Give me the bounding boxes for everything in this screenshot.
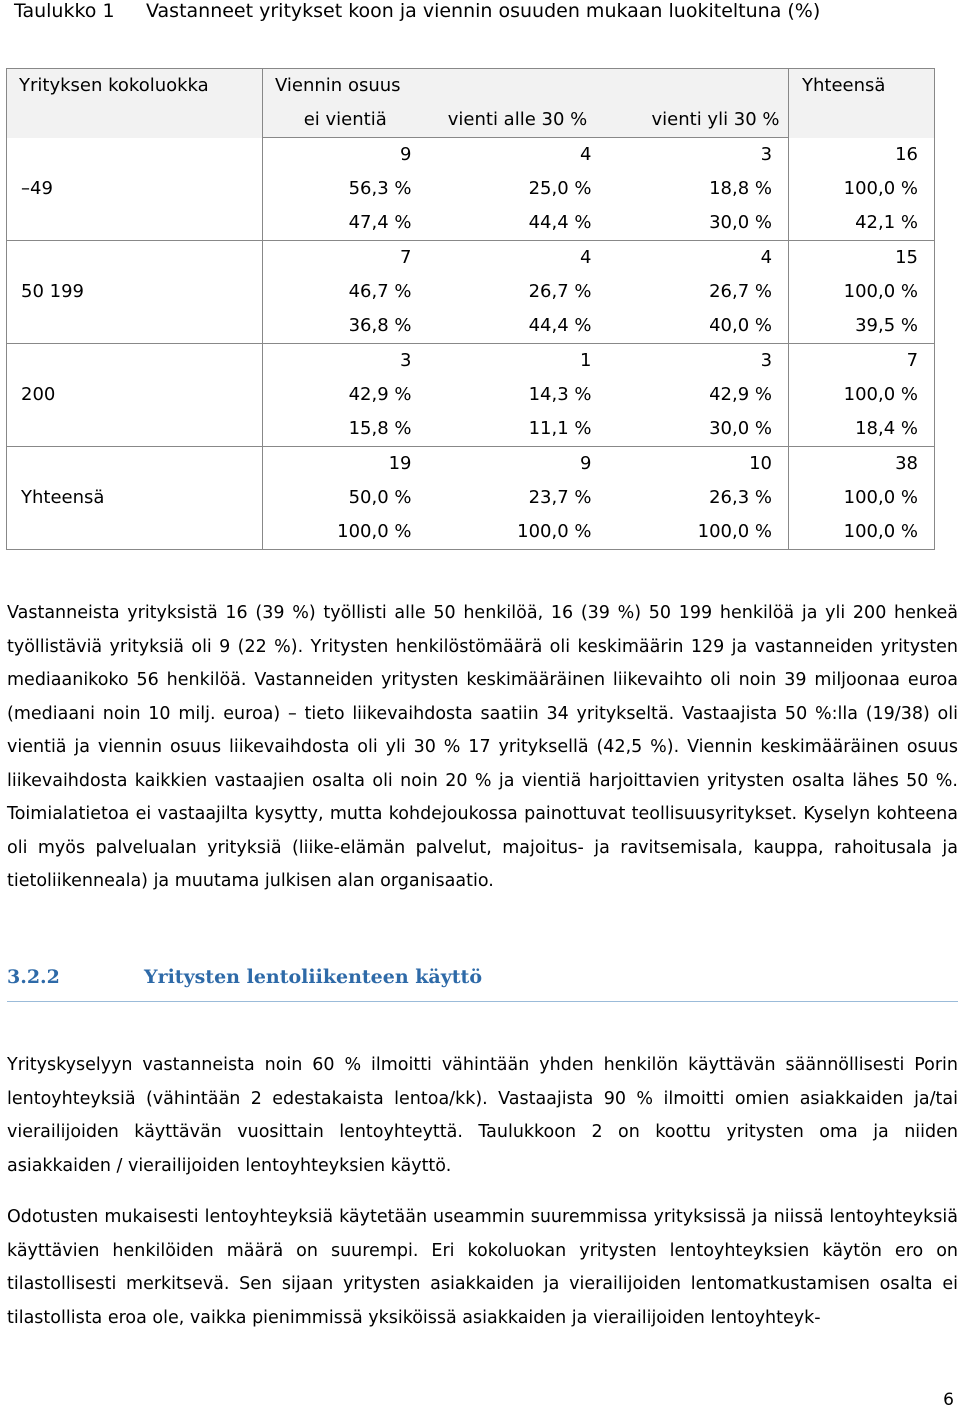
- table-cell: 42,9 %: [709, 384, 773, 405]
- section-divider: [7, 1001, 958, 1002]
- paragraph-flight-usage: Yrityskyselyyn vastanneista noin 60 % ilmoitti vähintään yhden henkilön käyttävän säännöllisesti Porin lentoyhteyksiä (vähintään 2 edestakaista lentoa/kk). Vastaajista 90 % ilmoitti omien asiakkaiden ja/tai vierailijoiden käyttävän vuosittain lentoyhteyttä. Taulukkoon 2 on koottu yritysten oma ja niiden asiakkaiden / vierailijoiden lentoyhteyksien käyttö.: [7, 1055, 958, 1176]
- table-cell: 46,7 %: [348, 281, 412, 302]
- table-cell: 30,0 %: [608, 412, 789, 447]
- table-cell: 3: [760, 350, 773, 371]
- table-cell: 4: [760, 247, 773, 268]
- paragraph-company-size-difference: Odotusten mukaisesti lentoyhteyksiä käytetään useammin suuremmissa yrityksissä ja niissä lentoyhteyksiä käyttävien henkilöiden määrä on suurempi. Eri kokoluokan yritysten lentoyhteyksien käytön ero on tilastollisesti merkitsevä. Sen sijaan yritysten asiakkaiden ja vierailijoiden lentomatkustamisen osalta ei tilastollista eroa ole, vaikka pienimmissä yksiköissä asiakkaiden ja vierailijoiden lentoyhteyk-: [7, 1207, 958, 1328]
- table-cell: 30,0 %: [608, 206, 789, 241]
- table-cell: 47,4 %: [263, 206, 428, 241]
- table-cell: 38: [789, 447, 935, 482]
- paragraph-respondents: Vastanneista yrityksistä 16 (39 %) työllisti alle 50 henkilöä, 16 (39 %) 50 199 henkilöä ja yli 200 henkeä työllistäviä yrityksiä oli 9 (22 %). Yritysten henkilöstömäärä oli keskimäärin 129 ja vastanneiden yritysten mediaanikoko 56 henkilöä. Vastanneiden yritysten keskimääräinen liikevaihto oli noin 39 miljoonaa euroa (mediaani noin 10 milj. euroa) – tieto liikevaihdosta saatiin 34 yritykseltä. Vastaajista 50 %:lla (19/38) oli vientiä ja viennin osuus liikevaihdosta oli yli 30 % 17 yrityksellä (42,5 %). Viennin keskimääräinen osuus liikevaihdosta kaikkien vastaajien osalta oli noin 20 % ja vientiä harjoittavien yritysten osalta lähes 50 %. Toimialatietoa ei vastaajilta kysytty, mutta kohdejoukossa painottuvat teollisuusyritykset. Kyselyn kohteena oli myös palvelualan yrityksiä (liike-elämän palvelut, majoitus- ja ravitsemisala, kauppa, rahoitusala ja tietoliikenneala) ja muutama julkisen alan organisaatio.: [7, 603, 958, 891]
- table-cell: 10: [749, 453, 773, 474]
- table-cell: 1: [580, 350, 592, 371]
- table-cell: 16: [789, 138, 935, 173]
- table-cell: 39,5 %: [789, 309, 935, 344]
- company-size-export-table: [6, 68, 935, 550]
- table-cell: 100,0 %: [608, 515, 789, 550]
- table-cell: 44,4 %: [428, 309, 608, 344]
- table-cell: 3: [760, 144, 773, 165]
- table-cell: 26,7 %: [528, 281, 592, 302]
- table-cell: 3: [400, 350, 412, 371]
- row-label: 50 199: [7, 241, 263, 344]
- table-row: [7, 344, 935, 379]
- export-share-header: Viennin osuus: [263, 69, 789, 104]
- row-label: 200: [7, 344, 263, 447]
- table-cell: 56,3 %: [348, 178, 412, 199]
- table-caption-text: Vastanneet yritykset koon ja viennin osuuden mukaan luokiteltuna (%): [146, 0, 821, 22]
- table-cell: 100,0 %: [789, 378, 935, 412]
- table-cell: 14,3 %: [528, 384, 592, 405]
- table-cell: 15: [789, 241, 935, 276]
- table-cell: 36,8 %: [263, 309, 428, 344]
- col-header-export-under-30: vienti alle 30 %: [428, 103, 608, 138]
- col-header-no-export: ei vientiä: [263, 103, 428, 138]
- table-cell: 4: [580, 247, 592, 268]
- table-cell: 9: [400, 144, 412, 165]
- table-cell: 9: [580, 453, 592, 474]
- table-cell: 26,3 %: [709, 487, 773, 508]
- table-cell: 26,7 %: [709, 281, 773, 302]
- total-header: Yhteensä: [789, 69, 935, 138]
- table-caption-number: Taulukko 1: [14, 0, 115, 22]
- table-cell: 19: [388, 453, 412, 474]
- table-cell: 42,9 %: [348, 384, 412, 405]
- table-cell: 100,0 %: [263, 515, 428, 550]
- table-cell: 7: [400, 247, 412, 268]
- table-cell: 23,7 %: [528, 487, 592, 508]
- table-cell: 44,4 %: [428, 206, 608, 241]
- page-number: 6: [943, 1390, 954, 1410]
- table-cell: 25,0 %: [528, 178, 592, 199]
- table-cell: 18,8 %: [709, 178, 773, 199]
- table-cell: 18,4 %: [789, 412, 935, 447]
- table-cell: 50,0 %: [348, 487, 412, 508]
- corner-header: Yrityksen kokoluokka: [7, 69, 263, 138]
- table-cell: 7: [789, 344, 935, 379]
- section-title: Yritysten lentoliikenteen käyttö: [144, 966, 483, 988]
- col-header-export-over-30: vienti yli 30 %: [608, 103, 789, 138]
- table-cell: 11,1 %: [428, 412, 608, 447]
- table-row: [7, 241, 935, 276]
- section-number: 3.2.2: [7, 966, 60, 988]
- table-cell: 100,0 %: [428, 515, 608, 550]
- table-cell: 100,0 %: [789, 515, 935, 550]
- table-cell: 42,1 %: [789, 206, 935, 241]
- table-cell: 15,8 %: [263, 412, 428, 447]
- table-cell: 100,0 %: [789, 481, 935, 515]
- table-row: [7, 138, 935, 173]
- table-cell: 100,0 %: [789, 275, 935, 309]
- table-row: [7, 447, 935, 482]
- table-cell: 100,0 %: [789, 172, 935, 206]
- table-cell: 40,0 %: [608, 309, 789, 344]
- section-heading: [7, 966, 482, 988]
- row-label: Yhteensä: [7, 447, 263, 550]
- table-cell: 4: [580, 144, 592, 165]
- table-caption: [14, 0, 820, 22]
- row-label: –49: [7, 138, 263, 241]
- table-header: [7, 69, 935, 138]
- table-body: [7, 138, 935, 550]
